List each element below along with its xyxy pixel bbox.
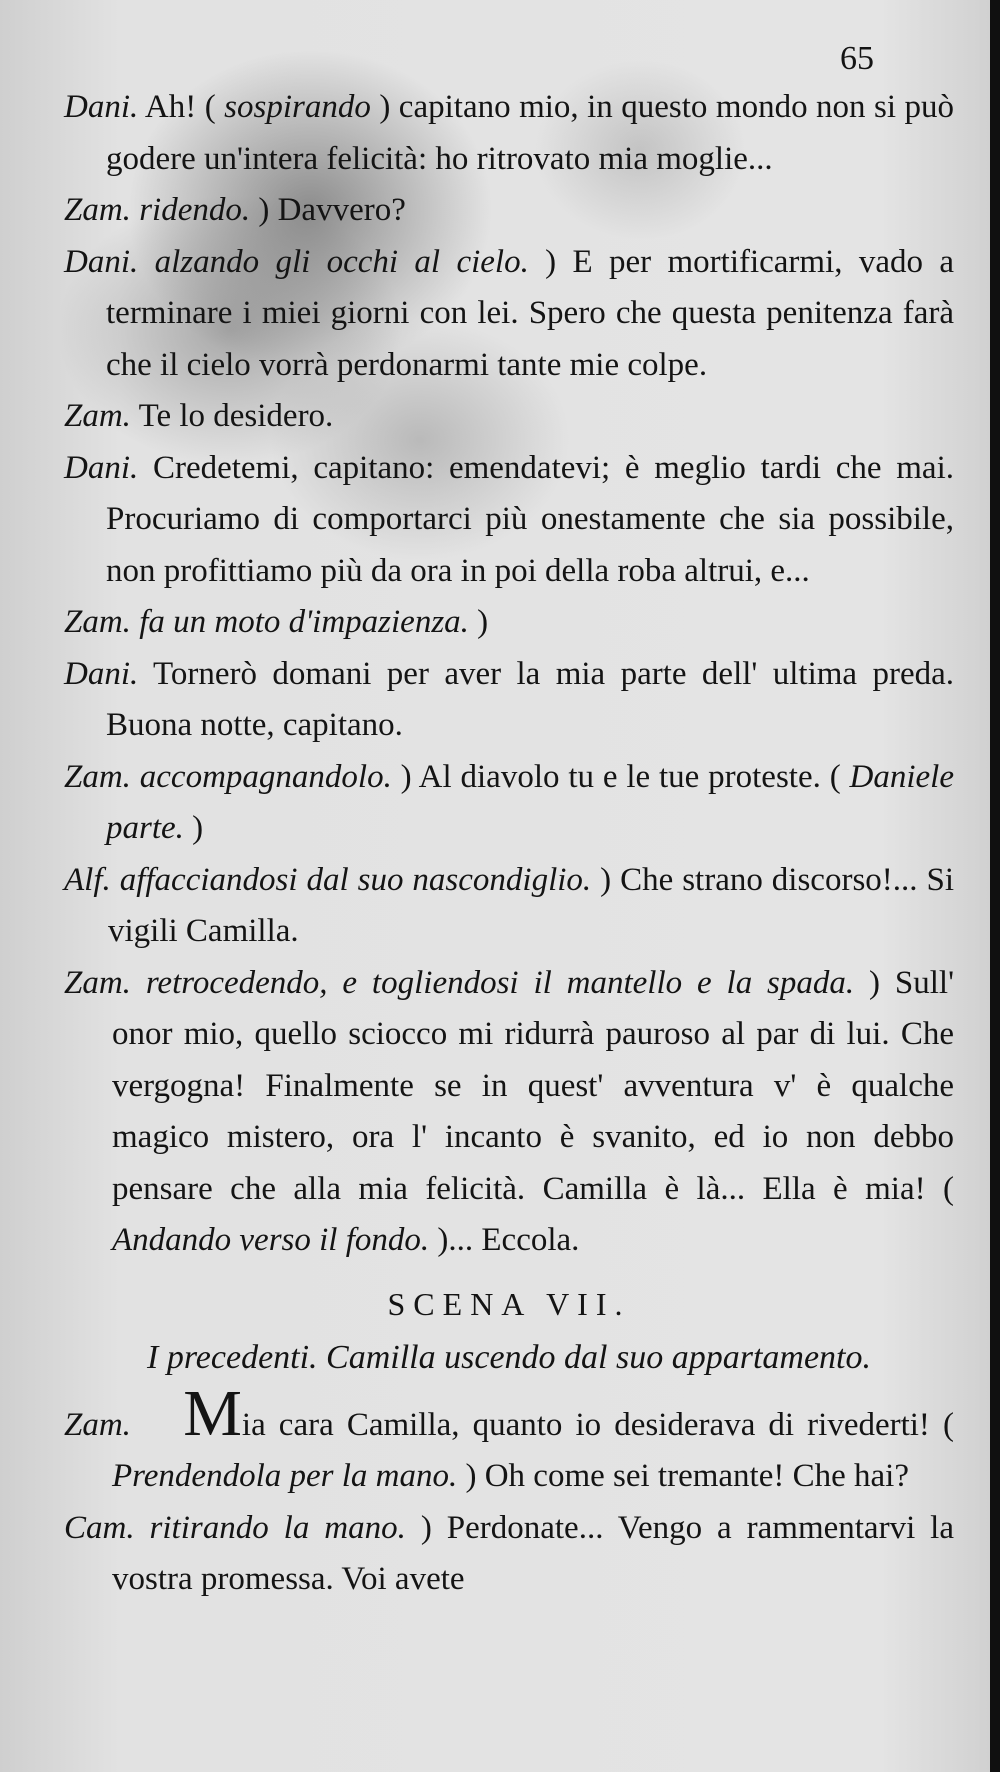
speech-text bbox=[138, 244, 154, 280]
scene-characters: I precedenti. Camilla uscendo dal suo appartamento. bbox=[147, 1339, 871, 1376]
speaker-name: Zam. bbox=[64, 604, 131, 640]
stage-direction: Daniele parte. bbox=[106, 758, 954, 846]
speech-text: ) Perdonate... Vengo a rammentarvi la vostra promessa. Voi avete bbox=[112, 1509, 954, 1597]
speech-text: Te lo desidero. bbox=[130, 398, 334, 434]
stage-direction: accompagnandolo. bbox=[139, 758, 392, 795]
speech-line bbox=[64, 1503, 954, 1606]
stage-direction: affacciandosi dal suo nascondiglio. bbox=[119, 861, 592, 898]
stage-direction: Andando verso il fondo. bbox=[112, 1222, 430, 1258]
speech-text: Ah! ( bbox=[138, 89, 225, 125]
speech-line bbox=[64, 1376, 954, 1503]
speaker-name: Zam. bbox=[64, 1406, 131, 1443]
speech-text bbox=[111, 862, 120, 898]
speaker-name: Dani. bbox=[64, 449, 139, 486]
speech-text: ) Che strano discorso!... Si vigili Camilla. bbox=[108, 861, 955, 949]
speech-line bbox=[64, 958, 954, 1267]
page-number: 65 bbox=[840, 40, 874, 77]
scene-heading: SCENA VII. bbox=[387, 1285, 631, 1322]
speech-line bbox=[64, 237, 954, 392]
page-edge-shadow bbox=[990, 0, 1000, 1772]
speech-text: ) bbox=[183, 810, 204, 846]
stage-direction: ritirando la mano. bbox=[149, 1509, 406, 1546]
speech-text: ) capitano mio, in questo mondo non si può godere un'intera felicità: ho ritrovato mia moglie... bbox=[106, 89, 954, 177]
stage-direction: alzando gli occhi al cielo. bbox=[154, 243, 529, 280]
speech-text bbox=[131, 759, 140, 795]
speech-text bbox=[131, 192, 139, 228]
stage-direction: Prendendola per la mano. bbox=[112, 1458, 458, 1494]
speech-text: ia cara Camilla, quanto io desiderava di rivederti! ( bbox=[241, 1406, 954, 1443]
speech-text: ) E per mortificarmi, vado a terminare i miei giorni con lei. Spero che questa penitenza farà che il cielo vorrà perdonarmi tante mie colpe. bbox=[106, 243, 954, 383]
speech-text bbox=[131, 604, 139, 640]
speech-text: ) bbox=[468, 604, 489, 640]
stage-direction: ridendo. bbox=[139, 192, 251, 228]
speaker-name: Zam. bbox=[64, 398, 131, 434]
speaker-name: Dani. bbox=[64, 655, 139, 692]
stage-direction: retrocedendo, e togliendosi il mantello e la spada. bbox=[145, 964, 855, 1001]
speech-text bbox=[131, 965, 146, 1001]
speaker-name: Zam. bbox=[64, 758, 131, 795]
speech-text: ) Davvero? bbox=[250, 192, 406, 228]
speech-text: ) Al diavolo tu e le tue proteste. ( bbox=[391, 758, 850, 795]
speech-text: Credetemi, capitano: emendatevi; è meglio tardi che mai. Procuriamo di comportarci più onestamente che sia possibile, non profittiamo più da ora in poi della roba altrui, e... bbox=[106, 449, 954, 589]
stage-direction: sospirando bbox=[224, 89, 371, 125]
speech-line bbox=[64, 82, 954, 185]
speech-line bbox=[64, 855, 954, 958]
speech-line bbox=[64, 649, 954, 752]
speech-text: ) Oh come sei tremante! Che hai? bbox=[457, 1458, 909, 1494]
speech-line bbox=[64, 752, 954, 855]
speech-text: ) Sull' onor mio, quello sciocco mi ridurrà pauroso al par di lui. Che vergogna! Finalmente se in quest' avventura v' è qualche magico mistero, ora l' incanto è svanito, ed io non debbo pensare che alla mia felicità. Camilla è là... Ella è mia! ( bbox=[112, 964, 955, 1207]
speaker-name: Cam. bbox=[64, 1509, 135, 1546]
speech-line bbox=[64, 185, 954, 237]
speaker-name: Zam. bbox=[64, 964, 131, 1001]
speech-line bbox=[64, 391, 954, 443]
page-text bbox=[64, 82, 954, 1606]
speaker-name: Alf. bbox=[64, 861, 111, 898]
speaker-name: Zam. bbox=[64, 192, 131, 228]
speaker-name: Dani. bbox=[64, 243, 139, 280]
stage-direction: fa un moto d'impazienza. bbox=[139, 604, 469, 640]
drop-cap: M bbox=[183, 1376, 242, 1450]
speaker-name: Dani. bbox=[64, 89, 139, 125]
speech-text bbox=[135, 1510, 150, 1546]
speech-text: )... Eccola. bbox=[429, 1222, 580, 1258]
speech-text: Tornerò domani per aver la mia parte dell' ultima preda. Buona notte, capitano. bbox=[106, 655, 954, 743]
speech-line bbox=[64, 597, 954, 649]
speech-line bbox=[64, 443, 954, 598]
